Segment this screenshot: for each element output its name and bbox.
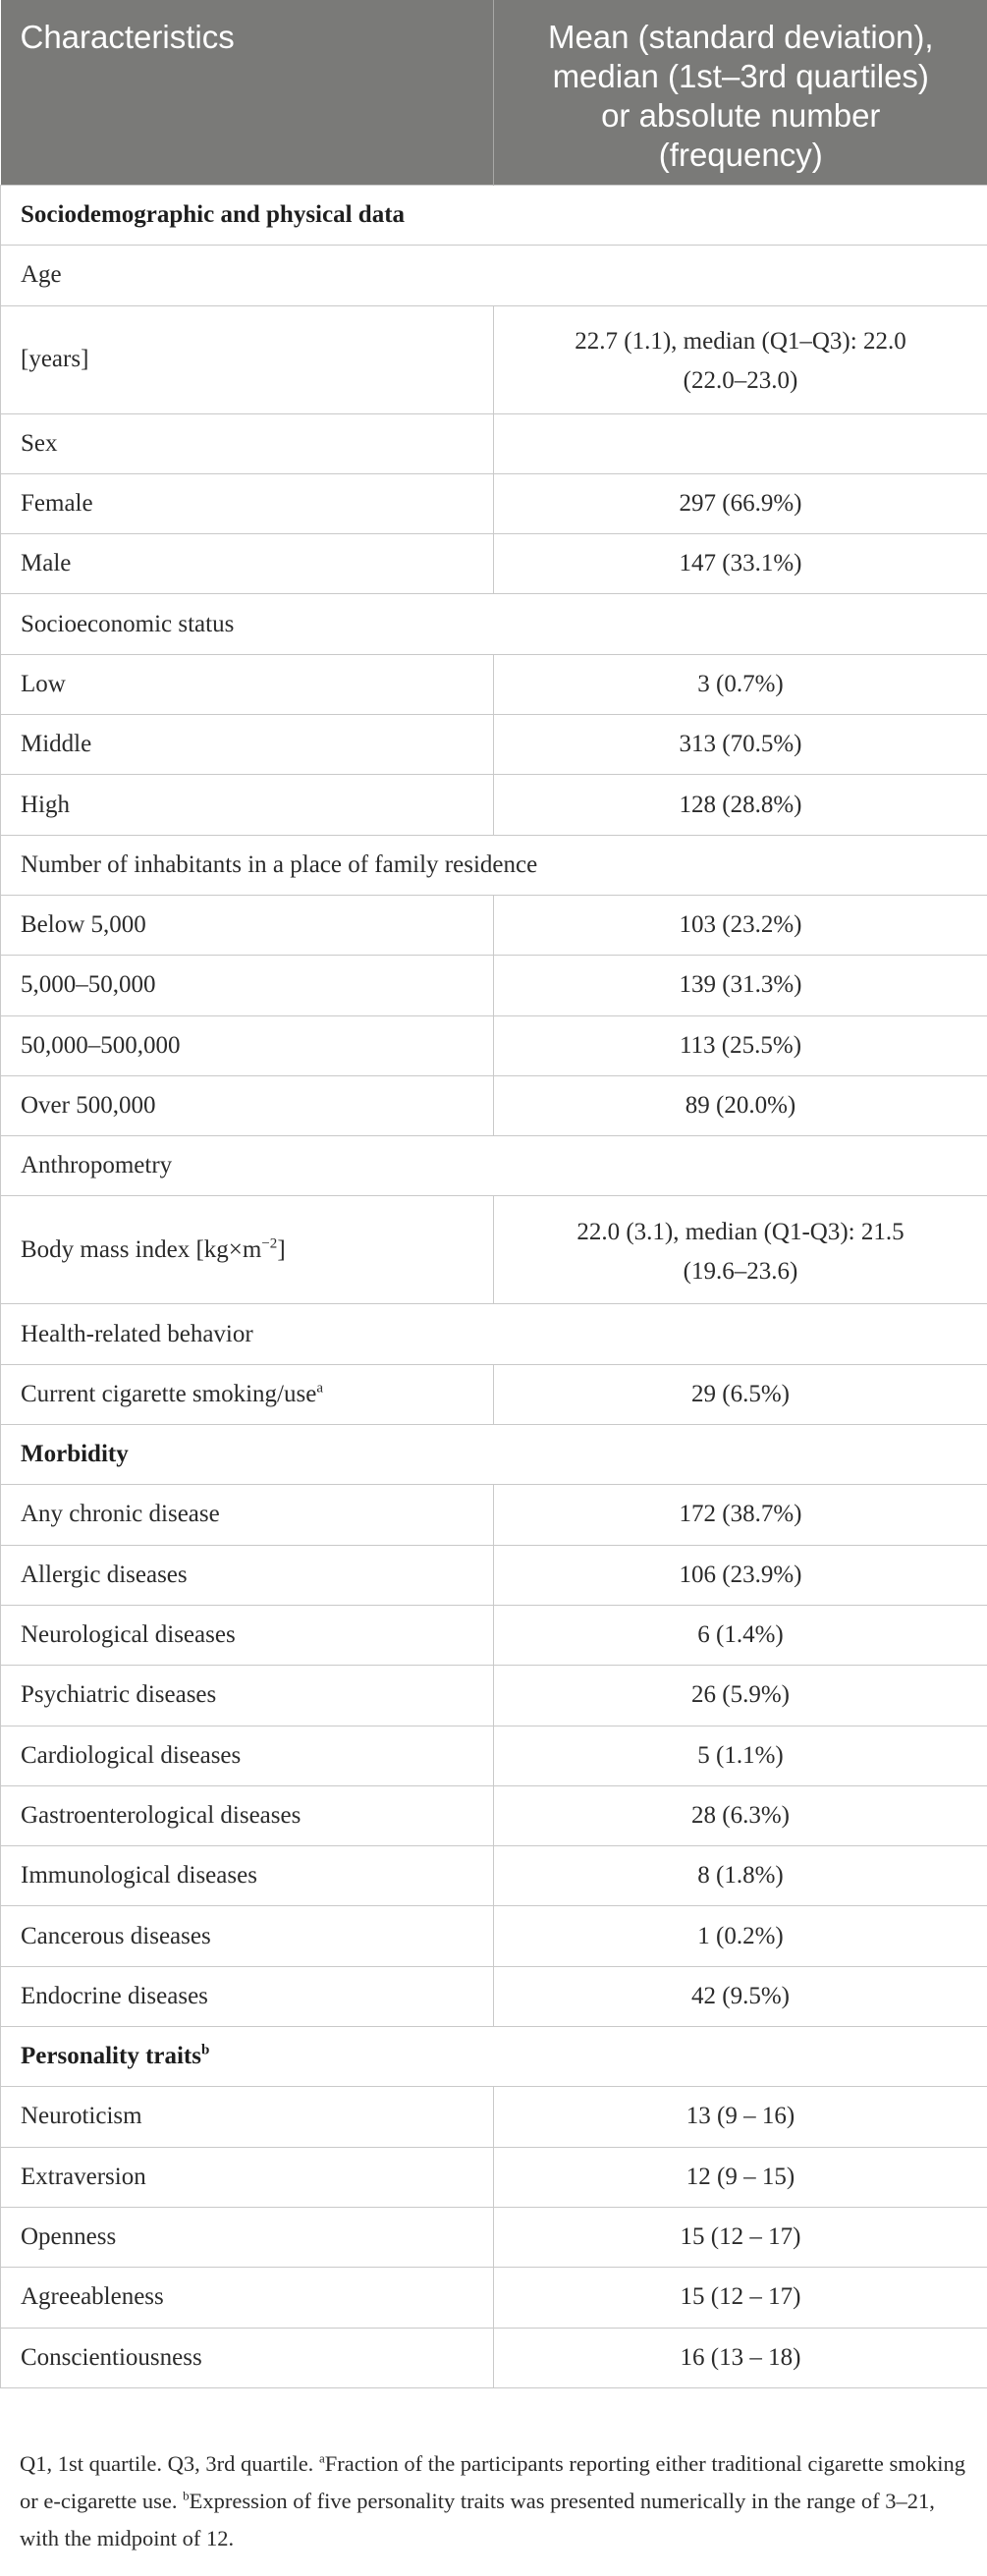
row-value: 6 (1.4%) [494, 1605, 987, 1665]
category-label: Anthropometry [1, 1136, 987, 1196]
row-value: 8 (1.8%) [494, 1846, 987, 1906]
section-title: Personality traits [21, 2043, 201, 2070]
row-label: Cardiological diseases [1, 1726, 494, 1785]
row-label: Allergic diseases [1, 1545, 494, 1605]
footnote-marker-b: b [183, 2488, 190, 2503]
category-row-inhabitants [1, 835, 987, 895]
table-row [1, 473, 987, 533]
category-row-socioeconomic-status [1, 594, 987, 654]
table-row [1, 2087, 987, 2147]
row-value: 147 (33.1%) [494, 534, 987, 594]
table-row [1, 1906, 987, 1966]
row-value-line: 22.0 (3.1), median (Q1-Q3): 21.5 [576, 1218, 905, 1245]
row-value-line: (19.6–23.6) [683, 1257, 798, 1285]
row-value: 103 (23.2%) [494, 895, 987, 955]
section-row-morbidity [1, 1425, 987, 1485]
category-row-health-behavior [1, 1304, 987, 1364]
row-label: Endocrine diseases [1, 1966, 494, 2026]
row-value: 172 (38.7%) [494, 1485, 987, 1545]
footnote-marker-a: a [316, 1380, 323, 1397]
row-label: Neurological diseases [1, 1605, 494, 1665]
row-value-line: 22.7 (1.1), median (Q1–Q3): 22.0 [575, 328, 906, 356]
row-value: 89 (20.0%) [494, 1075, 987, 1135]
table-row [1, 2328, 987, 2387]
row-value [494, 1196, 987, 1304]
row-value-empty [494, 413, 987, 473]
category-row-anthropometry [1, 1136, 987, 1196]
table-row [1, 654, 987, 714]
table-row [1, 305, 987, 413]
row-label: High [1, 775, 494, 835]
row-label-bmi [1, 1196, 494, 1304]
row-label: Male [1, 534, 494, 594]
bmi-label-text: Body mass index [kg×m [21, 1235, 262, 1263]
table-row [1, 956, 987, 1015]
category-label: Sex [1, 413, 494, 473]
header-statistics-line: (frequency) [658, 137, 823, 173]
row-label: Female [1, 473, 494, 533]
row-label: 50,000–500,000 [1, 1015, 494, 1075]
header-statistics [494, 0, 987, 186]
row-label: Immunological diseases [1, 1846, 494, 1906]
category-label: Age [1, 246, 987, 305]
row-value: 16 (13 – 18) [494, 2328, 987, 2387]
table-row [1, 2207, 987, 2267]
category-label: Socioeconomic status [1, 594, 987, 654]
row-label-smoking [1, 1364, 494, 1424]
row-label: Agreeableness [1, 2268, 494, 2328]
header-statistics-line: median (1st–3rd quartiles) [552, 58, 929, 94]
footnote-text: Fraction of the participants reporting either traditional cigarette smoking or e-cigarette use. [20, 2451, 966, 2513]
row-value [494, 305, 987, 413]
row-label: Low [1, 654, 494, 714]
row-label: 5,000–50,000 [1, 956, 494, 1015]
table-row [1, 1605, 987, 1665]
table-row [1, 775, 987, 835]
row-value: 12 (9 – 15) [494, 2147, 987, 2207]
row-label: [years] [1, 305, 494, 413]
table-row [1, 715, 987, 775]
footnote-marker-a: a [318, 2450, 325, 2466]
row-label: Below 5,000 [1, 895, 494, 955]
category-row-sex [1, 413, 987, 473]
row-value: 297 (66.9%) [494, 473, 987, 533]
row-value: 313 (70.5%) [494, 715, 987, 775]
table-row [1, 534, 987, 594]
header-characteristics: Characteristics [1, 0, 494, 186]
table-row [1, 1015, 987, 1075]
header-statistics-line: Mean (standard deviation), [547, 19, 934, 55]
smoking-label-text: Current cigarette smoking/use [21, 1380, 317, 1407]
footnote-text: Expression of five personality traits was presented numerically in the range of 3–21, with the midpoint of 12. [20, 2489, 935, 2550]
category-label: Number of inhabitants in a place of family residence [1, 835, 987, 895]
table-row [1, 2147, 987, 2207]
section-row-sociodemographic [1, 186, 987, 246]
header-statistics-line: or absolute number [601, 97, 881, 134]
row-value: 113 (25.5%) [494, 1015, 987, 1075]
table-row [1, 895, 987, 955]
row-value: 13 (9 – 16) [494, 2087, 987, 2147]
row-label: Neuroticism [1, 2087, 494, 2147]
row-value: 26 (5.9%) [494, 1666, 987, 1726]
bmi-label-close: ] [277, 1235, 286, 1263]
row-label: Openness [1, 2207, 494, 2267]
section-title: Sociodemographic and physical data [1, 186, 987, 246]
row-value: 15 (12 – 17) [494, 2268, 987, 2328]
row-value: 28 (6.3%) [494, 1785, 987, 1845]
row-label: Middle [1, 715, 494, 775]
table-row [1, 1785, 987, 1845]
row-label: Extraversion [1, 2147, 494, 2207]
table-row [1, 1196, 987, 1304]
row-label: Cancerous diseases [1, 1906, 494, 1966]
row-value-line: (22.0–23.0) [683, 367, 798, 395]
row-value: 5 (1.1%) [494, 1726, 987, 1785]
row-value: 42 (9.5%) [494, 1966, 987, 2026]
row-label: Psychiatric diseases [1, 1666, 494, 1726]
table-row [1, 1545, 987, 1605]
row-value: 3 (0.7%) [494, 654, 987, 714]
section-title-personality [1, 2027, 987, 2087]
row-value: 1 (0.2%) [494, 1906, 987, 1966]
bmi-exponent: −2 [261, 1235, 278, 1252]
section-title: Morbidity [1, 1425, 987, 1485]
table-header-row [1, 0, 987, 186]
row-value: 139 (31.3%) [494, 956, 987, 1015]
row-label: Gastroenterological diseases [1, 1785, 494, 1845]
footnote-text: Q1, 1st quartile. Q3, 3rd quartile. [20, 2451, 319, 2476]
table-row [1, 1075, 987, 1135]
row-label: Conscientiousness [1, 2328, 494, 2387]
row-label: Any chronic disease [1, 1485, 494, 1545]
row-value: 128 (28.8%) [494, 775, 987, 835]
table-row [1, 1364, 987, 1424]
table-row [1, 1966, 987, 2026]
category-label: Health-related behavior [1, 1304, 987, 1364]
section-row-personality [1, 2027, 987, 2087]
row-label: Over 500,000 [1, 1075, 494, 1135]
table-row [1, 1726, 987, 1785]
table-row [1, 1666, 987, 1726]
category-row-age [1, 246, 987, 305]
row-value: 29 (6.5%) [494, 1364, 987, 1424]
row-value: 106 (23.9%) [494, 1545, 987, 1605]
table-row [1, 1846, 987, 1906]
footnote-marker-b: b [200, 2042, 210, 2058]
table-row [1, 2268, 987, 2328]
row-value: 15 (12 – 17) [494, 2207, 987, 2267]
table-footnote [20, 2445, 972, 2557]
table-row [1, 1485, 987, 1545]
